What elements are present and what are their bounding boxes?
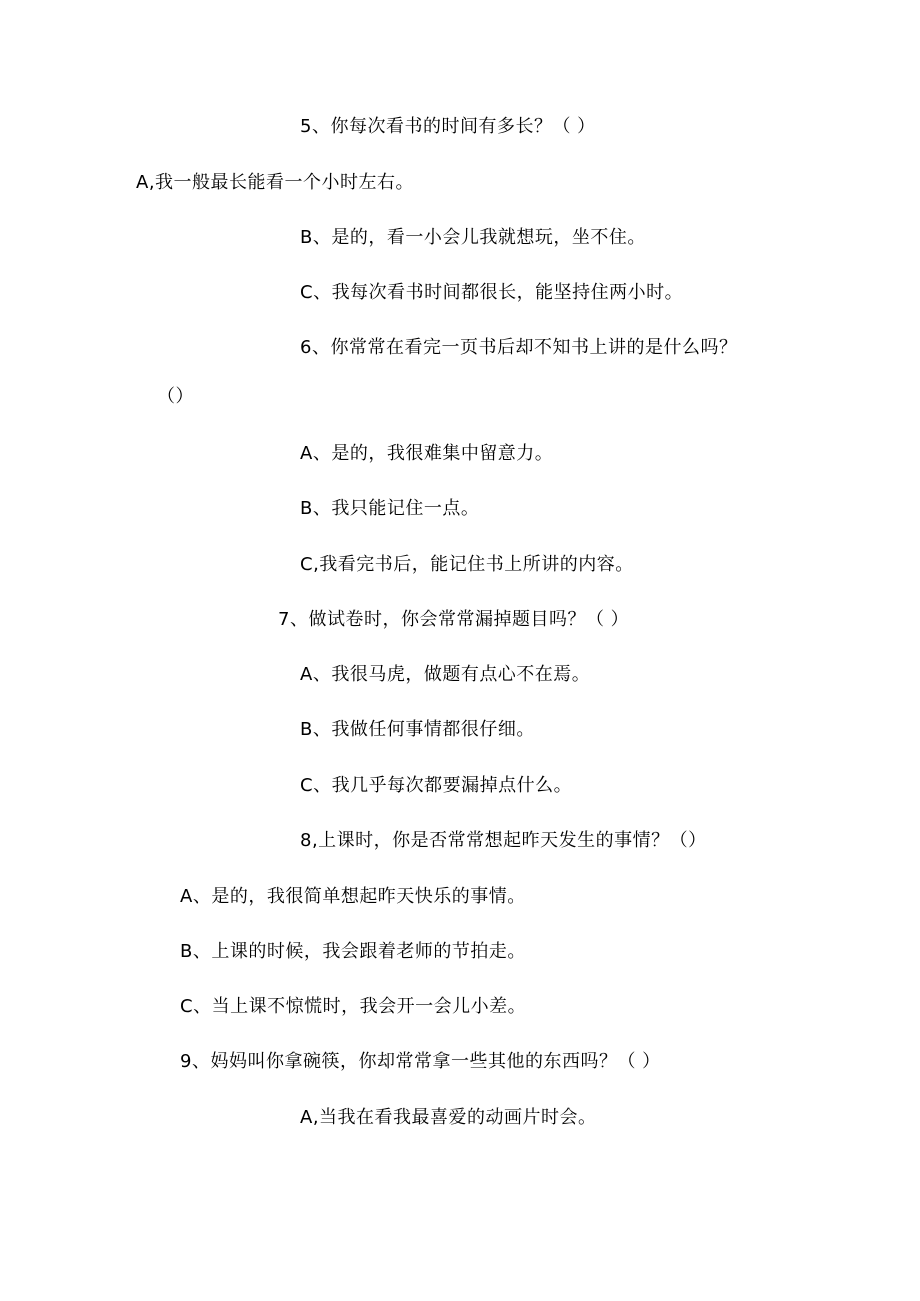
question-6-option-a: A、是的，我很难集中留意力。 [300,443,554,464]
question-8: 8,上课时，你是否常常想起昨天发生的事情？（） [300,830,707,851]
question-6-answer-paren: （） [157,386,194,407]
question-9: 9、妈妈叫你拿碗筷，你却常常拿一些其他的东西吗？（ ） [180,1051,661,1072]
question-5-option-b: B、是的，看一小会儿我就想玩，坐不住。 [300,227,646,248]
question-8-option-c: C、当上课不惊慌时，我会开一会儿小差。 [180,996,527,1017]
question-7-option-a: A、我很马虎，做题有点心不在焉。 [300,664,591,685]
question-8-option-a: A、是的，我很简单想起昨天快乐的事情。 [180,886,526,907]
question-5-option-a: A,我一般最长能看一个小时左右。 [136,172,415,193]
question-7-option-b: B、我做任何事情都很仔细。 [300,719,535,740]
question-6-option-b: B、我只能记住一点。 [300,498,480,519]
question-5: 5、你每次看书的时间有多长？（ ） [300,116,596,137]
question-9-option-a: A,当我在看我最喜爱的动画片时会。 [300,1107,597,1128]
question-6: 6、你常常在看完一页书后却不知书上讲的是什么吗？ [300,337,738,358]
question-5-option-c: C、我每次看书时间都很长，能坚持住两小时。 [300,282,684,303]
question-8-option-b: B、上课的时候，我会跟着老师的节拍走。 [180,941,526,962]
question-6-option-c: C,我看完书后，能记住书上所讲的内容。 [300,554,634,575]
question-7: 7、做试卷时，你会常常漏掉题目吗？（ ） [278,609,630,630]
question-7-option-c: C、我几乎每次都要漏掉点什么。 [300,775,573,796]
